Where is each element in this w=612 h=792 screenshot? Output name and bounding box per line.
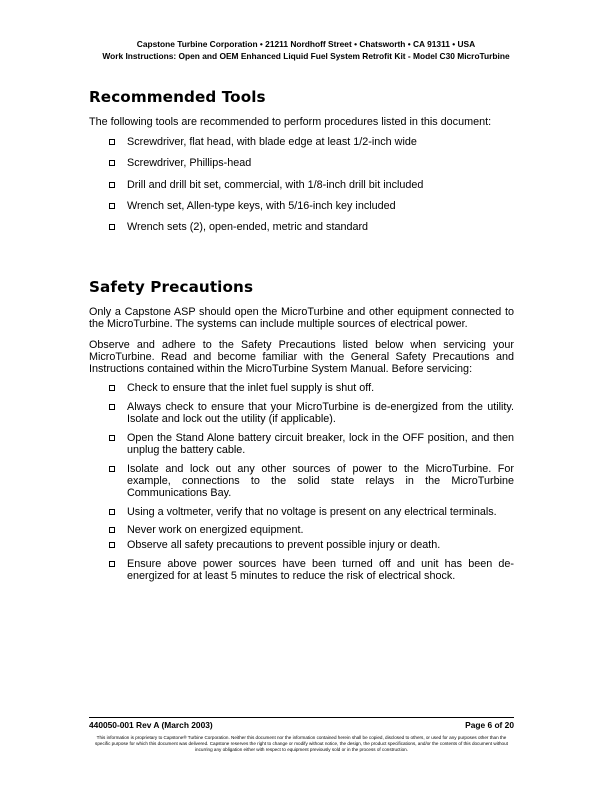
checkbox-bullet-icon (109, 224, 115, 230)
header-doc-title: Work Instructions: Open and OEM Enhanced Liquid Fuel System Retrofit Kit - Model C30 MicroTurbine (102, 51, 510, 61)
list-item: Open the Stand Alone battery circuit breaker, lock in the OFF position, and then unplug the battery cable. (89, 432, 514, 457)
safety-para-2: Observe and adhere to the Safety Precautions listed below when servicing your MicroTurbine. Read and become familiar with the General Safety Precautions and Instructions contained within the MicroTurbine System Manual. Before servicing: (89, 338, 514, 376)
tools-list (89, 136, 514, 233)
footer-page-number: Page 6 of 20 (465, 720, 514, 730)
checkbox-bullet-icon (109, 466, 115, 472)
checkbox-bullet-icon (109, 435, 115, 441)
list-item: Screwdriver, Phillips-head (89, 157, 514, 169)
list-item: Drill and drill bit set, commercial, with 1/8-inch drill bit included (89, 179, 514, 191)
footer-disclaimer: This information is proprietary to Capstone® Turbine Corporation. Neither this document nor the information contained herein shall be copied, disclosed to others, or used for any purposes other than the specific purpose for which this document was delivered. Capstone reserves the right to change or modify without notice, the design, the product specifications, and/or the contents of this document without incurring any obligation either with respect to equipment previously sold or in the process of construction. (95, 735, 508, 753)
safety-list (89, 382, 514, 582)
tools-intro: The following tools are recommended to perform procedures listed in this document: (89, 116, 492, 128)
footer-doc-id: 440050-001 Rev A (March 2003) (89, 720, 213, 730)
checkbox-bullet-icon (109, 160, 115, 166)
safety-precautions-section (89, 278, 514, 589)
list-item: Using a voltmeter, verify that no voltage is present on any electrical terminals. (89, 506, 514, 518)
checkbox-bullet-icon (109, 527, 115, 533)
checkbox-bullet-icon (109, 404, 115, 410)
checkbox-bullet-icon (109, 542, 115, 548)
list-item: Ensure above power sources have been turned off and unit has been de-energized for at least 5 minutes to reduce the risk of electrical shock. (89, 558, 514, 583)
list-item: Observe all safety precautions to prevent possible injury or death. (89, 539, 514, 551)
list-item: Never work on energized equipment. (89, 524, 514, 536)
checkbox-bullet-icon (109, 561, 115, 567)
list-item: Check to ensure that the inlet fuel supply is shut off. (89, 382, 514, 394)
checkbox-bullet-icon (109, 182, 115, 188)
safety-precautions-heading: Safety Precautions (89, 278, 254, 296)
checkbox-bullet-icon (109, 509, 115, 515)
list-item: Wrench set, Allen-type keys, with 5/16-inch key included (89, 200, 514, 212)
list-item: Wrench sets (2), open-ended, metric and standard (89, 221, 514, 233)
safety-para-1: Only a Capstone ASP should open the MicroTurbine and other equipment connected to the MicroTurbine. The systems can include multiple sources of electrical power. (89, 306, 514, 331)
recommended-tools-section (89, 88, 514, 242)
header-address: Capstone Turbine Corporation • 21211 Nordhoff Street • Chatsworth • CA 91311 • USA (136, 39, 476, 49)
list-item: Always check to ensure that your MicroTurbine is de-energized from the utility. Isolate and lock out the utility (if applicable). (89, 401, 514, 426)
list-item: Isolate and lock out any other sources of power to the MicroTurbine. For example, connections to the solid state relays in the MicroTurbine Communications Bay. (89, 463, 514, 500)
recommended-tools-heading: Recommended Tools (89, 88, 266, 106)
checkbox-bullet-icon (109, 385, 115, 391)
checkbox-bullet-icon (109, 139, 115, 145)
footer-divider (89, 717, 514, 718)
list-item: Screwdriver, flat head, with blade edge at least 1/2-inch wide (89, 136, 514, 148)
checkbox-bullet-icon (109, 203, 115, 209)
page-header (0, 38, 612, 62)
